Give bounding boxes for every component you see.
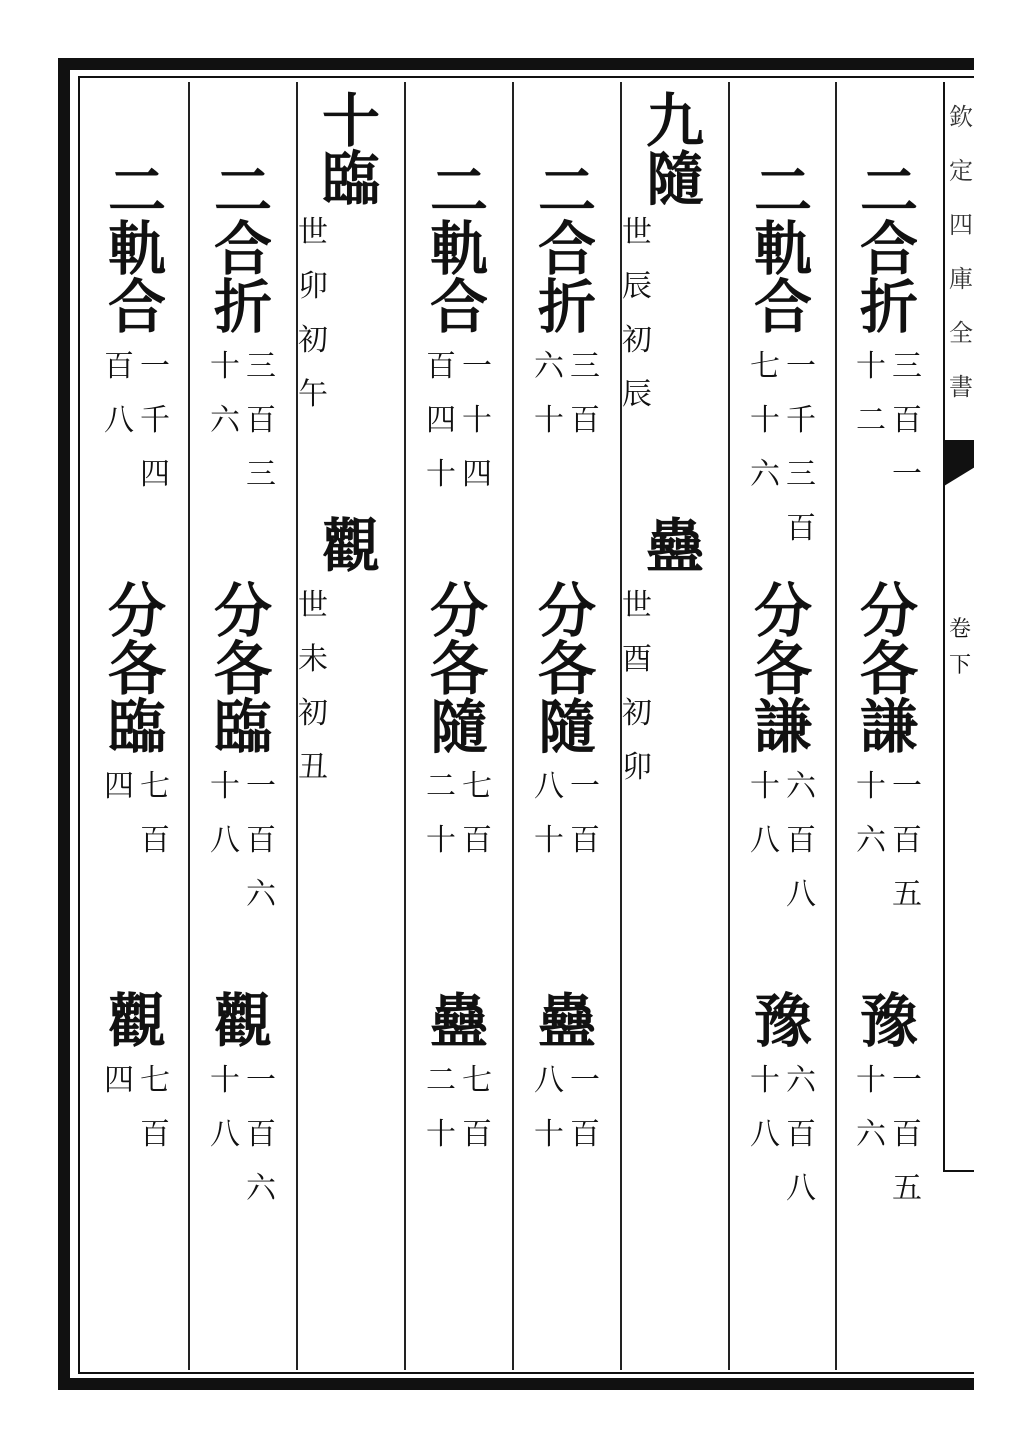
character: 七 bbox=[140, 769, 170, 804]
annotation-left-line bbox=[750, 1054, 780, 1216]
entry bbox=[622, 202, 728, 422]
character: 各 bbox=[107, 635, 166, 703]
annotation-left-line bbox=[210, 1054, 240, 1216]
character: 四 bbox=[140, 457, 170, 492]
character: 午 bbox=[298, 377, 328, 412]
character: 軌 bbox=[429, 215, 488, 283]
main-text bbox=[836, 157, 942, 341]
annotation bbox=[84, 760, 190, 868]
annotation-left-line bbox=[104, 760, 134, 868]
character: 百 bbox=[246, 1117, 276, 1152]
main-text bbox=[84, 157, 190, 341]
main-text bbox=[730, 157, 836, 341]
character: 二 bbox=[753, 157, 812, 225]
character: 四 bbox=[104, 769, 134, 804]
character: 隨 bbox=[429, 693, 488, 761]
annotation bbox=[514, 760, 620, 868]
entry bbox=[190, 987, 296, 1216]
annotation-right-line bbox=[570, 340, 600, 448]
entry bbox=[406, 987, 512, 1162]
character: 百 bbox=[786, 823, 816, 858]
entry bbox=[84, 157, 190, 502]
annotation bbox=[190, 340, 296, 502]
entry bbox=[84, 987, 190, 1162]
entry bbox=[514, 987, 620, 1162]
character: 六 bbox=[534, 349, 564, 384]
annotation bbox=[730, 1054, 836, 1216]
character: 十 bbox=[462, 403, 492, 438]
character: 百 bbox=[462, 823, 492, 858]
character: 一 bbox=[570, 1063, 600, 1098]
character: 一 bbox=[786, 349, 816, 384]
character: 八 bbox=[750, 823, 780, 858]
character: 合 bbox=[213, 215, 272, 283]
text-column bbox=[622, 82, 728, 1370]
text-column bbox=[730, 82, 836, 1370]
character: 初 bbox=[298, 323, 328, 358]
hexagram-heading bbox=[298, 87, 404, 213]
annotation-left-line bbox=[750, 760, 780, 922]
text-column bbox=[298, 82, 404, 1370]
entry bbox=[730, 577, 836, 922]
character: 下 bbox=[948, 653, 971, 678]
character: 一 bbox=[892, 769, 922, 804]
character: 百 bbox=[140, 1117, 170, 1152]
character: 八 bbox=[534, 769, 564, 804]
entry bbox=[298, 202, 404, 422]
main-text bbox=[84, 987, 190, 1055]
main-text bbox=[190, 157, 296, 341]
annotation-right-line bbox=[462, 1054, 492, 1162]
character: 十 bbox=[750, 403, 780, 438]
character: 折 bbox=[213, 273, 272, 341]
margin-bottom-rule bbox=[943, 1170, 974, 1172]
annotation-right-line bbox=[892, 1054, 922, 1216]
character: 分 bbox=[213, 577, 272, 645]
annotation-left-line bbox=[534, 760, 564, 868]
main-text bbox=[730, 577, 836, 761]
character: 一 bbox=[246, 1063, 276, 1098]
entry bbox=[730, 157, 836, 556]
annotation bbox=[622, 206, 728, 422]
annotation-right-line bbox=[298, 206, 328, 422]
character: 三 bbox=[246, 349, 276, 384]
main-text bbox=[190, 577, 296, 761]
annotation-right-line bbox=[140, 760, 170, 868]
character: 四 bbox=[426, 403, 456, 438]
character: 隨 bbox=[537, 693, 596, 761]
annotation-right-line bbox=[298, 579, 328, 795]
character: 分 bbox=[107, 577, 166, 645]
character: 九 bbox=[645, 87, 704, 155]
character: 二 bbox=[859, 157, 918, 225]
character: 千 bbox=[786, 403, 816, 438]
character: 三 bbox=[786, 457, 816, 492]
character: 各 bbox=[429, 635, 488, 703]
character: 蠱 bbox=[645, 512, 704, 580]
character: 折 bbox=[859, 273, 918, 341]
main-text bbox=[622, 512, 728, 580]
character: 十 bbox=[856, 1063, 886, 1098]
character: 初 bbox=[622, 323, 652, 358]
entry bbox=[406, 577, 512, 868]
character: 六 bbox=[246, 1171, 276, 1206]
character: 三 bbox=[246, 457, 276, 492]
annotation-right-line bbox=[570, 760, 600, 868]
character: 二 bbox=[107, 157, 166, 225]
annotation-right-line bbox=[786, 340, 816, 556]
annotation bbox=[406, 1054, 512, 1162]
entry bbox=[298, 512, 404, 795]
character: 一 bbox=[892, 457, 922, 492]
character: 折 bbox=[537, 273, 596, 341]
main-text bbox=[406, 987, 512, 1055]
character: 百 bbox=[786, 511, 816, 546]
character: 十 bbox=[534, 403, 564, 438]
annotation bbox=[84, 1054, 190, 1162]
character: 十 bbox=[426, 823, 456, 858]
character: 初 bbox=[298, 696, 328, 731]
character: 十 bbox=[210, 769, 240, 804]
annotation-left-line bbox=[856, 760, 886, 922]
annotation-left-line bbox=[426, 1054, 456, 1162]
character: 百 bbox=[462, 1117, 492, 1152]
main-text bbox=[514, 987, 620, 1055]
annotation bbox=[298, 206, 404, 422]
annotation-left-line bbox=[426, 760, 456, 868]
character: 七 bbox=[462, 1063, 492, 1098]
character: 百 bbox=[892, 823, 922, 858]
character: 八 bbox=[750, 1117, 780, 1152]
character: 各 bbox=[753, 635, 812, 703]
margin-volume-label bbox=[947, 612, 973, 684]
character: 庫 bbox=[949, 265, 973, 293]
main-text bbox=[514, 577, 620, 761]
character: 百 bbox=[570, 823, 600, 858]
entry bbox=[190, 577, 296, 922]
main-text bbox=[190, 987, 296, 1055]
character: 百 bbox=[246, 403, 276, 438]
character: 六 bbox=[786, 769, 816, 804]
character: 三 bbox=[570, 349, 600, 384]
character: 世 bbox=[298, 588, 328, 623]
character: 百 bbox=[892, 403, 922, 438]
entry bbox=[836, 987, 942, 1216]
annotation-left-line bbox=[856, 340, 886, 502]
character: 十 bbox=[210, 349, 240, 384]
character: 四 bbox=[104, 1063, 134, 1098]
character: 七 bbox=[750, 349, 780, 384]
character: 卷 bbox=[948, 617, 971, 642]
character: 八 bbox=[534, 1063, 564, 1098]
character: 二 bbox=[426, 1063, 456, 1098]
character: 合 bbox=[429, 273, 488, 341]
annotation-right-line bbox=[622, 579, 652, 795]
annotation bbox=[622, 579, 728, 795]
character: 觀 bbox=[107, 987, 166, 1055]
character: 百 bbox=[786, 1117, 816, 1152]
annotation-left-line bbox=[426, 340, 456, 502]
character: 書 bbox=[949, 373, 973, 401]
annotation bbox=[84, 340, 190, 502]
character: 一 bbox=[570, 769, 600, 804]
character: 軌 bbox=[107, 215, 166, 283]
character: 四 bbox=[462, 457, 492, 492]
character: 十 bbox=[426, 457, 456, 492]
character: 十 bbox=[750, 769, 780, 804]
entry bbox=[84, 577, 190, 868]
main-text bbox=[298, 512, 404, 580]
character: 各 bbox=[537, 635, 596, 703]
annotation bbox=[514, 1054, 620, 1162]
annotation-right-line bbox=[140, 340, 170, 502]
annotation-right-line bbox=[246, 1054, 276, 1216]
character: 八 bbox=[104, 403, 134, 438]
text-column bbox=[406, 82, 512, 1370]
character: 觀 bbox=[213, 987, 272, 1055]
character: 蠱 bbox=[537, 987, 596, 1055]
annotation-right-line bbox=[622, 206, 652, 422]
annotation-right-line bbox=[246, 760, 276, 922]
character: 八 bbox=[786, 1171, 816, 1206]
character: 一 bbox=[140, 349, 170, 384]
character: 十 bbox=[750, 1063, 780, 1098]
character: 豫 bbox=[859, 987, 918, 1055]
character: 二 bbox=[537, 157, 596, 225]
annotation-right-line bbox=[570, 1054, 600, 1162]
annotation-left-line bbox=[104, 340, 134, 502]
character: 四 bbox=[949, 211, 973, 239]
annotation-right-line bbox=[786, 1054, 816, 1216]
text-column bbox=[84, 82, 190, 1370]
character: 二 bbox=[213, 157, 272, 225]
annotation-right-line bbox=[892, 760, 922, 922]
character: 謙 bbox=[753, 693, 812, 761]
character: 二 bbox=[429, 157, 488, 225]
character: 六 bbox=[210, 403, 240, 438]
annotation-left-line bbox=[534, 1054, 564, 1162]
entry bbox=[836, 157, 942, 502]
character: 蠱 bbox=[429, 987, 488, 1055]
character: 百 bbox=[570, 1117, 600, 1152]
main-text bbox=[406, 157, 512, 341]
character: 卯 bbox=[298, 269, 328, 304]
character: 六 bbox=[246, 877, 276, 912]
main-text bbox=[730, 987, 836, 1055]
character: 八 bbox=[786, 877, 816, 912]
annotation-right-line bbox=[246, 340, 276, 502]
entry bbox=[190, 157, 296, 502]
annotation bbox=[730, 340, 836, 556]
entry bbox=[514, 157, 620, 448]
annotation bbox=[190, 760, 296, 922]
annotation-left-line bbox=[856, 1054, 886, 1216]
annotation-right-line bbox=[140, 1054, 170, 1162]
character: 七 bbox=[140, 1063, 170, 1098]
entry bbox=[730, 987, 836, 1216]
character: 十 bbox=[321, 87, 380, 155]
character: 丑 bbox=[298, 750, 328, 785]
character: 五 bbox=[892, 877, 922, 912]
main-text bbox=[836, 987, 942, 1055]
character: 二 bbox=[426, 769, 456, 804]
entry bbox=[836, 577, 942, 922]
character: 世 bbox=[298, 215, 328, 250]
annotation bbox=[406, 760, 512, 868]
character: 各 bbox=[213, 635, 272, 703]
text-column bbox=[836, 82, 942, 1370]
character: 十 bbox=[534, 823, 564, 858]
character: 二 bbox=[856, 403, 886, 438]
character: 一 bbox=[462, 349, 492, 384]
annotation bbox=[190, 1054, 296, 1216]
annotation bbox=[730, 760, 836, 922]
annotation-left-line bbox=[104, 1054, 134, 1162]
character: 六 bbox=[856, 1117, 886, 1152]
annotation-right-line bbox=[892, 340, 922, 502]
character: 三 bbox=[892, 349, 922, 384]
character: 隨 bbox=[645, 145, 704, 213]
annotation bbox=[406, 340, 512, 502]
character: 五 bbox=[892, 1171, 922, 1206]
annotation-left-line bbox=[210, 340, 240, 502]
text-column bbox=[190, 82, 296, 1370]
annotation bbox=[836, 1054, 942, 1216]
character: 欽 bbox=[949, 103, 973, 131]
character: 辰 bbox=[622, 377, 652, 412]
main-text bbox=[836, 577, 942, 761]
character: 世 bbox=[622, 588, 652, 623]
character: 八 bbox=[210, 823, 240, 858]
character: 定 bbox=[949, 157, 973, 185]
character: 卯 bbox=[622, 750, 652, 785]
main-text bbox=[514, 157, 620, 341]
character: 百 bbox=[140, 823, 170, 858]
character: 十 bbox=[856, 349, 886, 384]
annotation-left-line bbox=[750, 340, 780, 556]
annotation-right-line bbox=[462, 760, 492, 868]
character: 分 bbox=[537, 577, 596, 645]
annotation-left-line bbox=[534, 340, 564, 448]
entry bbox=[514, 577, 620, 868]
character: 分 bbox=[753, 577, 812, 645]
margin-book-title bbox=[948, 90, 974, 414]
character: 百 bbox=[426, 349, 456, 384]
character: 十 bbox=[426, 1117, 456, 1152]
hexagram-heading bbox=[622, 87, 728, 213]
character: 合 bbox=[107, 273, 166, 341]
annotation bbox=[514, 340, 620, 448]
character: 軌 bbox=[753, 215, 812, 283]
main-text bbox=[406, 577, 512, 761]
text-column bbox=[514, 82, 620, 1370]
annotation bbox=[298, 579, 404, 795]
character: 百 bbox=[104, 349, 134, 384]
character: 臨 bbox=[107, 693, 166, 761]
character: 八 bbox=[210, 1117, 240, 1152]
annotation bbox=[836, 760, 942, 922]
character: 合 bbox=[753, 273, 812, 341]
character: 合 bbox=[859, 215, 918, 283]
character: 六 bbox=[750, 457, 780, 492]
character: 觀 bbox=[321, 512, 380, 580]
annotation-left-line bbox=[210, 760, 240, 922]
entry bbox=[406, 157, 512, 502]
character: 全 bbox=[949, 319, 973, 347]
character: 七 bbox=[462, 769, 492, 804]
character: 百 bbox=[892, 1117, 922, 1152]
character: 酉 bbox=[622, 642, 652, 677]
character: 分 bbox=[859, 577, 918, 645]
character: 十 bbox=[210, 1063, 240, 1098]
character: 辰 bbox=[622, 269, 652, 304]
character: 初 bbox=[622, 696, 652, 731]
character: 十 bbox=[856, 769, 886, 804]
character: 一 bbox=[892, 1063, 922, 1098]
annotation-right-line bbox=[462, 340, 492, 502]
character: 百 bbox=[570, 403, 600, 438]
character: 六 bbox=[856, 823, 886, 858]
character: 十 bbox=[534, 1117, 564, 1152]
character: 千 bbox=[140, 403, 170, 438]
character: 分 bbox=[429, 577, 488, 645]
character: 世 bbox=[622, 215, 652, 250]
annotation-right-line bbox=[786, 760, 816, 922]
character: 臨 bbox=[321, 145, 380, 213]
character: 謙 bbox=[859, 693, 918, 761]
character: 未 bbox=[298, 642, 328, 677]
character: 臨 bbox=[213, 693, 272, 761]
character: 合 bbox=[537, 215, 596, 283]
annotation bbox=[836, 340, 942, 502]
character: 一 bbox=[246, 769, 276, 804]
main-text bbox=[84, 577, 190, 761]
entry bbox=[622, 512, 728, 795]
character: 百 bbox=[246, 823, 276, 858]
character: 各 bbox=[859, 635, 918, 703]
character: 六 bbox=[786, 1063, 816, 1098]
character: 豫 bbox=[753, 987, 812, 1055]
